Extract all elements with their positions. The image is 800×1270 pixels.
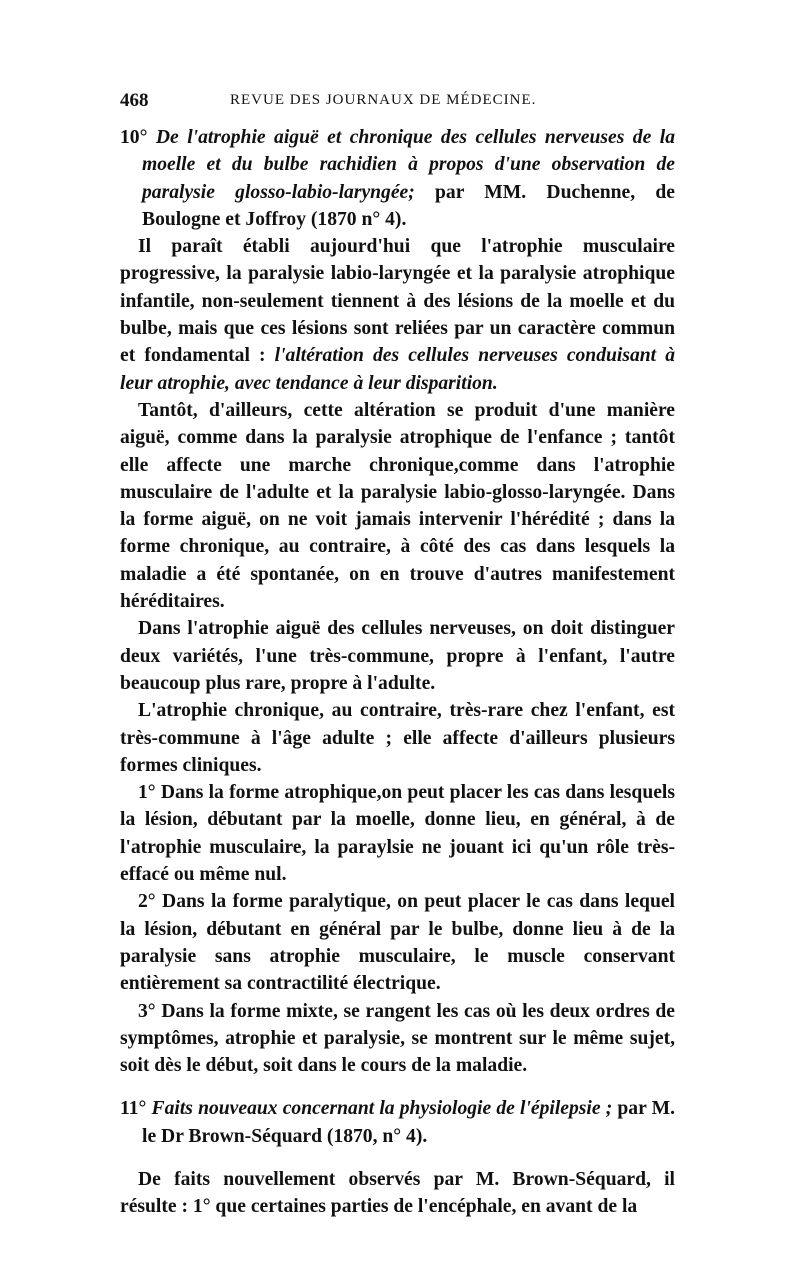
paragraph-6: 2° Dans la forme paralytique, on peut placer le cas dans lequel la lésion, débutant en général par le bulbe, donne lieu à de la paralysie sans atrophie musculaire, le muscle conservant entièrement sa contractilité électrique. — [120, 891, 675, 995]
paragraph-8: De faits nouvellement observés par M. Brown-Séquard, il résulte : 1° que certaines parties de l'encéphale, en avant de la — [120, 1168, 675, 1218]
section-gap — [120, 1150, 675, 1166]
paragraph-3: Dans l'atrophie aiguë des cellules nerveuses, on doit distinguer deux variétés, l'une très-commune, propre à l'enfant, l'autre beaucoup plus rare, propre à l'adulte. — [120, 618, 675, 694]
entry-11-number: 11° — [120, 1098, 152, 1120]
paragraph-1 — [120, 233, 675, 397]
entry-10-number: 10° — [120, 127, 156, 148]
entry-10-title: De l'atrophie aiguë et chronique des cellules nerveuses de la moelle et du bulbe rachidien à propos d'une observation de paralysie glosso-labio-laryngée; — [142, 127, 675, 203]
entry-11-title: Faits nouveaux concernant la physiologie de l'épilepsie ; — [151, 1098, 613, 1120]
article-body — [120, 124, 675, 1221]
section-gap — [120, 1079, 675, 1095]
running-title: REVUE DES JOURNAUX DE MÉDECINE. — [230, 92, 537, 108]
paragraph-1-italic: l'altération des cellules nerveuses conduisant à leur atrophie, avec tendance à leur disparition. — [120, 345, 675, 394]
paragraph-2: Tantôt, d'ailleurs, cette altération se produit d'une manière aiguë, comme dans la paralysie atrophique de l'enfance ; tantôt elle affecte une marche chronique,comme dans l'atrophie musculaire de l'adulte et la paralysie labio-glosso-laryngée. Dans la forme aiguë, on ne voit jamais intervenir l'hérédité ; dans la forme chronique, au contraire, à côté des cas dans lesquels la maladie a été spontanée, on en trouve d'autres manifestement héréditaires. — [120, 399, 675, 613]
paragraph-7: 3° Dans la forme mixte, se rangent les cas où les deux ordres de symptômes, atrophie et paralysie, se montrent sur le même sujet, soit dès le début, soit dans le cours de la maladie. — [120, 1000, 675, 1077]
entry-11 — [120, 1095, 675, 1150]
paragraph-5: 1° Dans la forme atrophique,on peut placer les cas dans lesquels la lésion, débutant par la moelle, donne lieu, en général, à de l'atrophie musculaire, la paraylsie ne jouant ici qu'un rôle très-effacé ou même nul. — [120, 782, 675, 886]
entry-11-authors: par M. le Dr Brown-Séquard (1870, n° 4). — [142, 1098, 676, 1147]
entry-10 — [120, 124, 675, 233]
entry-10-authors: par MM. Duchenne, de Boulogne et Joffroy (1870 n° 4). — [142, 181, 675, 230]
paragraph-4: L'atrophie chronique, au contraire, très-rare chez l'enfant, est très-commune à l'âge adulte ; elle affecte d'ailleurs plusieurs formes cliniques. — [120, 700, 675, 776]
page-number: 468 — [120, 90, 149, 111]
paragraph-1-text: Il paraît établi aujourd'hui que l'atrophie musculaire progressive, la paralysie labio-laryngée et la paralysie atrophique infantile, non-seulement tiennent à des lésions de la moelle et du bulbe, mais que ces lésions sont reliées par un caractère commun et fondamental : — [120, 236, 675, 367]
